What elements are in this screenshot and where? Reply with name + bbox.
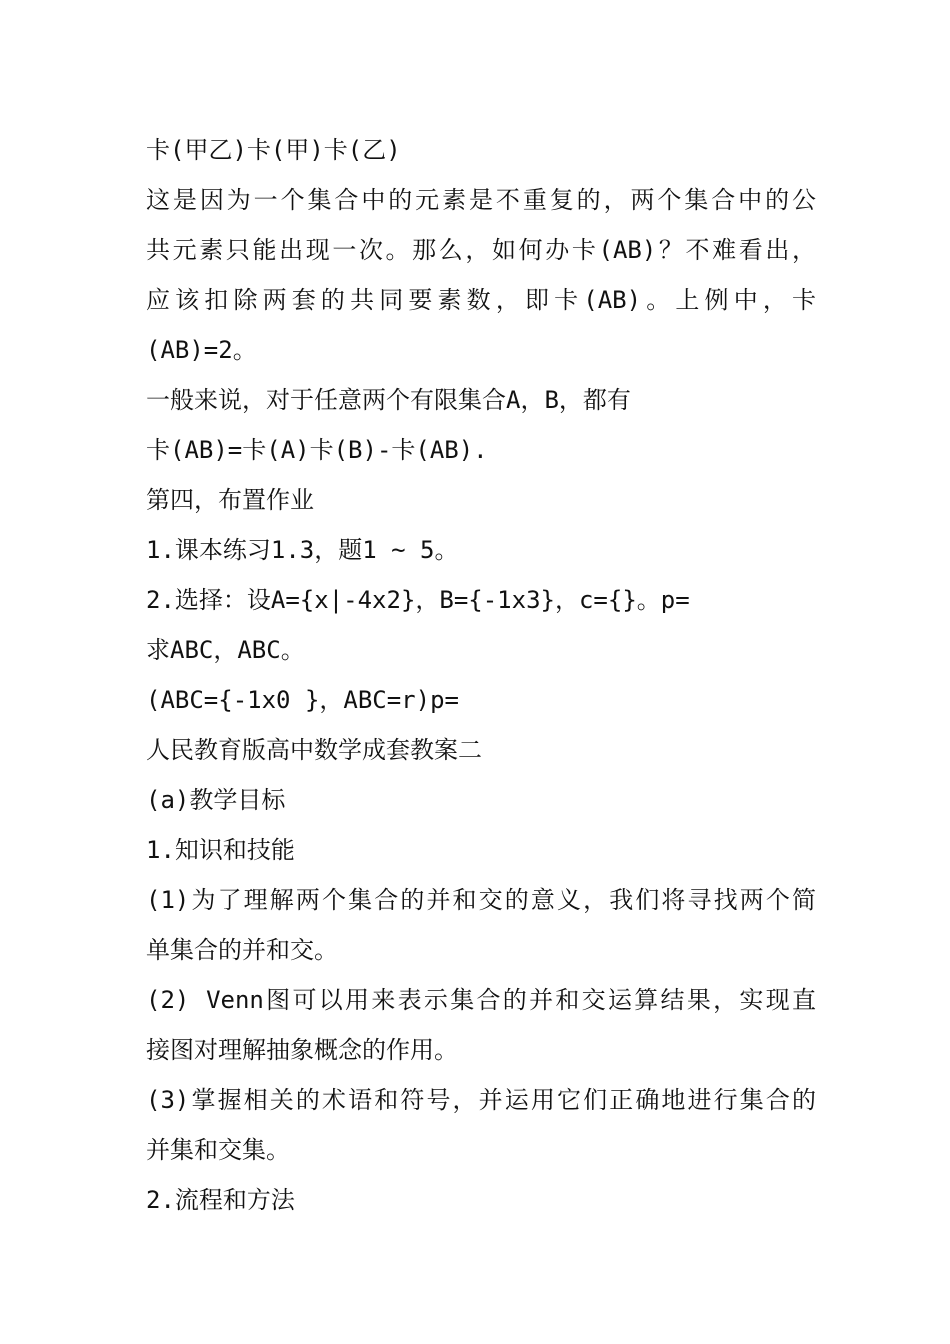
text-line: (1)为了理解两个集合的并和交的意义，我们将寻找两个简 (146, 886, 816, 914)
text-line: 一般来说，对于任意两个有限集合A，B，都有 (146, 386, 631, 414)
text-line: (AB)=2。 (146, 336, 257, 364)
text-line: 并集和交集。 (146, 1136, 290, 1164)
section-heading: (a)教学目标 (146, 786, 286, 814)
text-line: 单集合的并和交。 (146, 936, 338, 964)
text-line: 1.课本练习1.3，题1 ~ 5。 (146, 536, 459, 564)
text-line: 共元素只能出现一次。那么，如何办卡(AB)？不难看出， (146, 236, 816, 264)
text-line: 卡(AB)=卡(A)卡(B)-卡(AB). (146, 436, 488, 464)
text-line: 这是因为一个集合中的元素是不重复的，两个集合中的公 (146, 186, 816, 214)
text-line: (2) Venn图可以用来表示集合的并和交运算结果，实现直 (146, 986, 816, 1014)
text-line: (ABC={-1x0 }，ABC=r)p= (146, 686, 459, 714)
text-line: 卡(甲乙)卡(甲)卡(乙) (146, 136, 401, 164)
text-line: 2.选择：设A={x|-4x2}，B={-1x3}，c={}。p= (146, 586, 690, 614)
text-line: 求ABC，ABC。 (146, 636, 305, 664)
text-line: 接图对理解抽象概念的作用。 (146, 1036, 458, 1064)
section-heading: 2.流程和方法 (146, 1186, 295, 1214)
section-heading: 人民教育版高中数学成套教案二 (146, 736, 482, 764)
section-heading: 第四，布置作业 (146, 486, 314, 514)
section-heading: 1.知识和技能 (146, 836, 295, 864)
text-line: 应该扣除两套的共同要素数，即卡(AB)。上例中，卡 (146, 286, 816, 314)
text-line: (3)掌握相关的术语和符号，并运用它们正确地进行集合的 (146, 1086, 816, 1114)
